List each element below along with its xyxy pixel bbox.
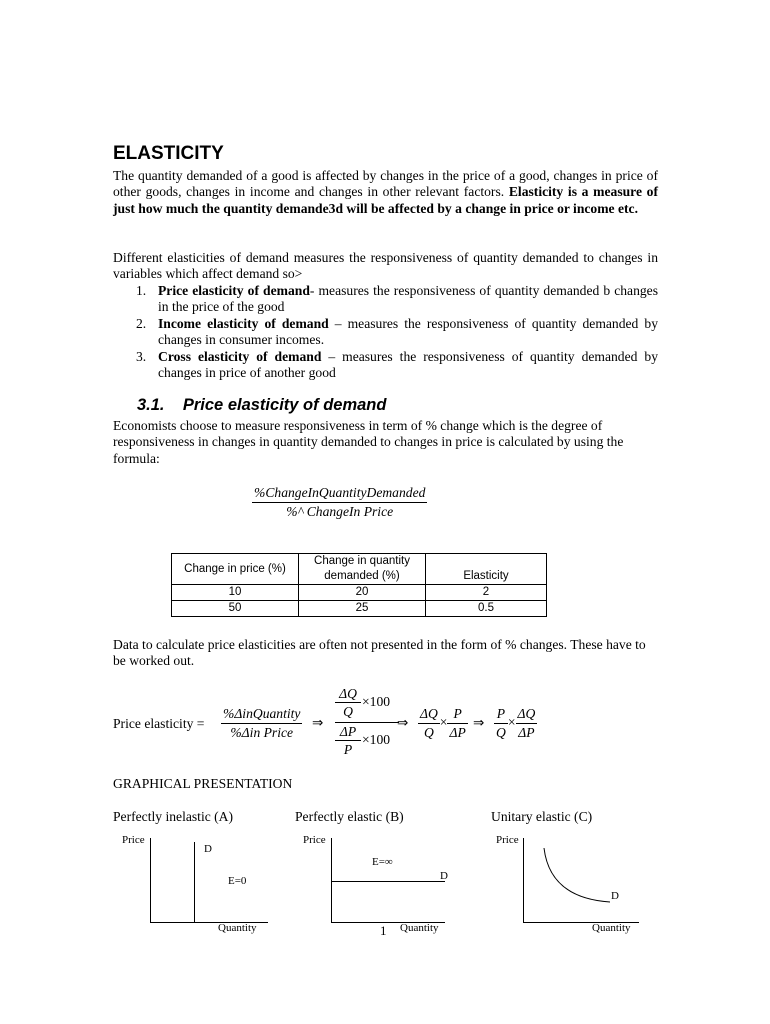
p: P <box>494 706 508 724</box>
table-cell: 25 <box>299 601 426 617</box>
intro-paragraph <box>113 168 658 217</box>
q: Q <box>496 725 506 740</box>
table-cell: 10 <box>172 585 299 601</box>
delta-q: ΔQ <box>516 706 538 724</box>
graph-perfectly-elastic <box>290 832 460 942</box>
formula-fraction-percent <box>221 706 302 741</box>
formula-numerator: %ChangeInQuantityDemanded <box>252 485 427 503</box>
formula-compound-fraction <box>335 686 405 764</box>
graph-title: Perfectly elastic (B) <box>295 809 404 824</box>
data-note: Data to calculate price elasticities are often not presented in the form of % changes. These have to be worked out. <box>113 637 646 669</box>
table-header-row <box>172 554 547 585</box>
demand-curve <box>194 842 195 922</box>
graph-title: Perfectly inelastic (A) <box>113 809 234 824</box>
table-cell: 20 <box>299 585 426 601</box>
times-100: ×100 <box>362 694 391 709</box>
curve-label: D <box>611 890 619 902</box>
table-cell: 50 <box>172 601 299 617</box>
delta-p: ΔP <box>518 725 535 740</box>
list-term: Income elasticity of demand <box>158 316 329 331</box>
list-number: 3. <box>136 349 147 364</box>
x-axis-label: Quantity <box>592 922 631 934</box>
curve-label: D <box>204 843 212 855</box>
list-item <box>136 283 659 316</box>
times-symbol: × <box>507 714 516 730</box>
intro-bold-text: Elasticity is a measure of just how much the quantity demande3d will be affected by a change in price or income etc. <box>113 184 659 216</box>
list-number: 1. <box>136 283 147 298</box>
list-item <box>136 316 658 349</box>
delta-p: ΔP <box>449 725 466 740</box>
table-header: Elasticity <box>426 554 547 585</box>
table-row <box>172 585 547 601</box>
table-cell: 2 <box>426 585 547 601</box>
price-elasticity-formula <box>113 686 673 766</box>
graphical-heading: GRAPHICAL PRESENTATION <box>113 776 293 791</box>
list-item <box>136 349 658 382</box>
list-text: – measures the responsiveness of quantity demanded by changes in consumer incomes. <box>158 316 658 348</box>
q: Q <box>343 704 353 719</box>
y-axis <box>150 838 151 922</box>
delta-q: ΔQ <box>418 706 440 724</box>
x-axis-label: Quantity <box>218 922 257 934</box>
graph-unitary-elastic <box>492 832 652 942</box>
section-number: 3.1. <box>137 396 165 414</box>
formula-product-rearranged <box>494 706 537 741</box>
section-title: Price elasticity of demand <box>182 396 387 414</box>
times-100: ×100 <box>362 732 391 747</box>
x-axis-label: Quantity <box>400 922 439 934</box>
formula-label: Price elasticity = <box>113 716 205 731</box>
y-axis-label: Price <box>496 834 519 846</box>
fraction-numerator: %ΔinQuantity <box>221 706 302 724</box>
formula-percent-change <box>252 485 427 520</box>
list-text: – measures the responsiveness of quantity demanded by changes in price of another good <box>158 349 658 381</box>
demand-curve <box>331 881 445 882</box>
y-axis <box>331 838 332 922</box>
times-symbol: × <box>439 714 448 730</box>
intro-text: The quantity demanded of a good is affected by changes in the price of a good, changes in price of other goods, changes in income and changes in other relevant factors. <box>113 168 658 200</box>
table-header: Change in quantity demanded (%) <box>299 554 426 585</box>
graph-perfectly-inelastic <box>110 832 270 942</box>
section-heading <box>137 396 386 415</box>
q: Q <box>423 725 434 740</box>
delta-p: ΔP <box>335 724 361 741</box>
fraction-denominator: %Δin Price <box>230 725 294 740</box>
elasticity-label: E=∞ <box>372 856 393 868</box>
elasticity-table <box>171 553 547 617</box>
table-row <box>172 601 547 617</box>
y-axis-label: Price <box>122 834 145 846</box>
p: P <box>447 706 467 724</box>
formula-denominator: %^ ChangeIn Price <box>286 504 394 519</box>
page-title: ELASTICITY <box>113 143 224 164</box>
implies-symbol: ⇒ <box>312 715 324 730</box>
list-number: 2. <box>136 316 147 331</box>
graph-title: Unitary elastic (C) <box>491 809 593 824</box>
elasticities-paragraph: Different elasticities of demand measures the responsiveness of quantity demanded to changes in variables which affect demand so> <box>113 250 658 282</box>
p: P <box>343 742 353 757</box>
section-text: Economists choose to measure responsiveness in term of % change which is the degree of responsiveness in changes in quantity demanded to changes in price is calculated by using the formula: <box>113 418 624 466</box>
elasticity-label: E=0 <box>228 875 247 887</box>
formula-product <box>418 706 468 741</box>
table-cell: 0.5 <box>426 601 547 617</box>
x-tick-label: 1 <box>380 923 387 938</box>
list-text: - measures the responsiveness of quantity demanded b changes in the price of the good <box>158 283 659 315</box>
implies-symbol: ⇒ <box>397 715 409 730</box>
curve-label: D <box>440 870 448 882</box>
list-term: Cross elasticity of demand <box>158 349 322 364</box>
y-axis-label: Price <box>303 834 326 846</box>
list-term: Price elasticity of demand <box>158 283 310 298</box>
table-header: Change in price (%) <box>172 554 299 585</box>
implies-symbol: ⇒ <box>473 715 485 730</box>
delta-q: ΔQ <box>335 686 361 703</box>
